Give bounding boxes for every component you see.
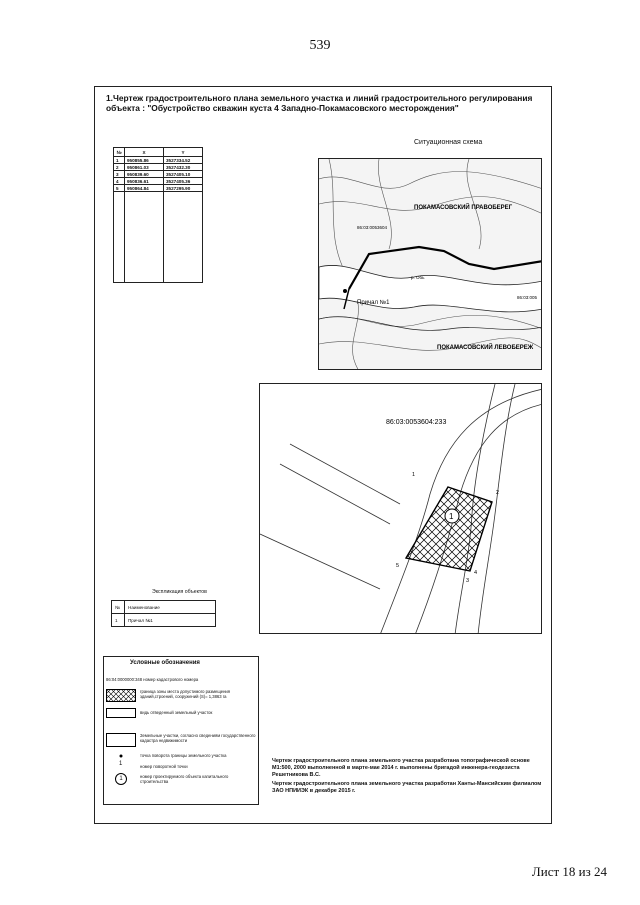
label-cadastre: 86:03:0053604:233 <box>386 419 447 426</box>
situation-map <box>318 158 542 370</box>
table-row <box>114 171 203 178</box>
header-line-2: объекта : "Обустройство скважин куста 4 Западно-Покамасовского месторождения" <box>106 103 459 113</box>
coord-x: 950839.60 <box>125 171 164 178</box>
label-pier: Причал №1 <box>357 300 390 306</box>
expl-num: 1 <box>112 614 125 627</box>
situation-title: Ситуационная схема <box>414 139 483 146</box>
coordinates-table <box>113 147 203 283</box>
point-label-1: 1 <box>412 472 416 478</box>
point-label-4: 4 <box>474 570 478 576</box>
page-number: 539 <box>309 38 331 53</box>
expl-header-num: № <box>112 601 125 614</box>
note-paragraph-1: Чертеж градостроительного плана земельного участка разработана топографической основе М1:500, 2000 выполненной в марте-мае 2014 г. выполнены бригадой инженера-геодезиста Решетникова В.С. <box>272 758 530 778</box>
legend-turn-number-text: номер поворотной точки <box>140 764 188 769</box>
expl-header-name: Наименование <box>125 601 216 614</box>
legend-parcels-swatch <box>106 733 136 747</box>
coord-num: 2 <box>114 164 125 171</box>
legend-cadastre-example: 86:04:0000000:348 <box>106 677 143 682</box>
legend-turn-point-text: точка поворота границы земельного участка <box>140 753 227 758</box>
legend-parcels-text: Земельные участки, согласно сведениям государственного кадастра недвижимости <box>140 733 256 743</box>
legend-cadastre-text: номер кадастрового номера <box>143 677 199 682</box>
label-cadastre-left: 86:03:0053604 <box>357 225 388 230</box>
notes-block <box>272 758 544 795</box>
label-right-bank: ПОКАМАСОВСКИЙ ПРАВОБЕРЕГ <box>414 205 513 211</box>
label-river: р. Обь <box>411 275 425 280</box>
coord-num: 3 <box>114 171 125 178</box>
coord-x: 950861.03 <box>125 164 164 171</box>
table-row <box>112 614 216 627</box>
coord-x: 950836.61 <box>125 178 164 185</box>
label-left-bank: ПОКАМАСОВСКИЙ ЛЕВОБЕРЕЖ <box>437 345 534 351</box>
legend-object-text: номер проектируемого объекта капитального строительства <box>140 774 229 784</box>
legend-boundary-text: видь отведенный земельный участок <box>140 710 213 715</box>
coords-header-y: Y <box>164 148 203 157</box>
sheet-number: Лист 18 из 24 <box>531 864 607 879</box>
point-label-2: 2 <box>496 490 500 496</box>
coord-y: 3527405.36 <box>164 178 203 185</box>
coords-header-x: X <box>125 148 164 157</box>
expl-name: Причал №1 <box>125 614 216 627</box>
legend-title: Условные обозначения <box>130 660 200 666</box>
coords-header-num: № <box>114 148 125 157</box>
main-plan-graphic <box>260 384 542 634</box>
explication-title: Экспликация объектов <box>152 589 207 595</box>
legend-object-sym: 1 <box>115 773 127 785</box>
coord-y: 3527295.90 <box>164 185 203 192</box>
main-plan-map <box>259 383 542 634</box>
note-paragraph-2: Чертеж градостроительного плана земельного участка разработан Ханты-Мансийским филиалом ЗАО НПИИЭК в декабре 2015 г. <box>272 781 542 794</box>
coord-x: 950855.86 <box>125 157 164 164</box>
point-label-5: 5 <box>396 563 400 569</box>
label-cadastre-right: 86:03:005 <box>517 295 538 300</box>
legend-hatch-swatch <box>106 689 136 702</box>
situation-map-graphic <box>319 159 542 370</box>
table-row <box>114 157 203 164</box>
point-label-3: 3 <box>466 578 470 584</box>
table-row <box>114 178 203 185</box>
coord-y: 3527432.30 <box>164 164 203 171</box>
explication-table <box>111 600 216 627</box>
coord-y: 3527405.10 <box>164 171 203 178</box>
coord-num: 5 <box>114 185 125 192</box>
legend-zone-text: граница зоны места допустимого размещения зданий,строений, сооружений (S)= 1,3863 га <box>140 689 231 699</box>
coord-y: 3527334.52 <box>164 157 203 164</box>
coord-x: 950864.84 <box>125 185 164 192</box>
legend-point-icon <box>118 753 124 759</box>
coord-num: 1 <box>114 157 125 164</box>
table-row <box>114 192 203 283</box>
header-line-1: 1.Чертеж градостроительного плана земельного участка и линий градостроительного регулирования <box>106 93 533 103</box>
legend-boundary-swatch <box>106 708 136 718</box>
table-row <box>114 185 203 192</box>
drawing-header <box>106 93 536 113</box>
coord-num: 4 <box>114 178 125 185</box>
object-number: 1 <box>449 512 454 521</box>
legend-cadastre <box>106 677 256 682</box>
table-row <box>114 164 203 171</box>
legend-turn-number-sym: 1 <box>119 761 123 767</box>
